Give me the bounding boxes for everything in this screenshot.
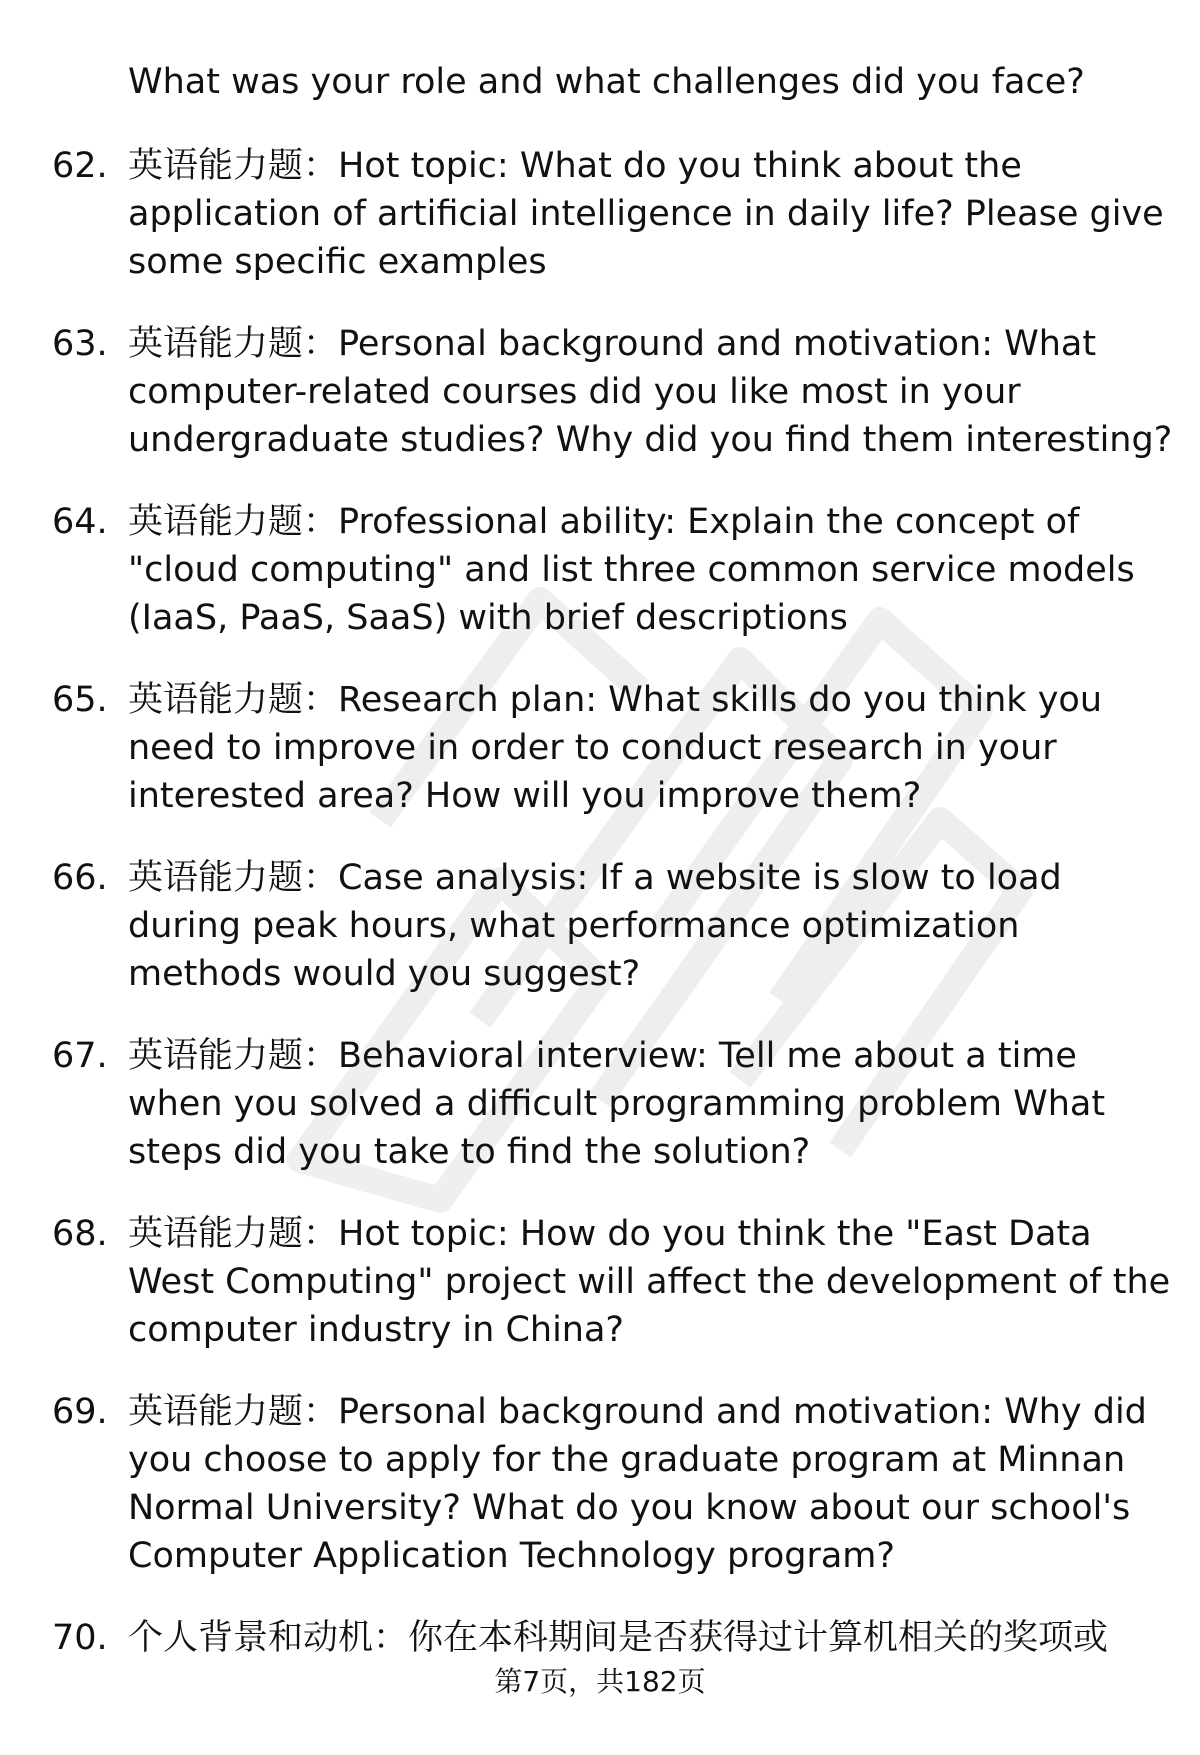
question-body xyxy=(128,498,1173,642)
question-text: Personal background and motivation: What computer-related courses did you like most in your undergraduate studies? Why did you find them interesting? xyxy=(128,324,1173,460)
question-number: 68. xyxy=(52,1214,108,1254)
question-body xyxy=(128,854,1173,998)
question-category: 英语能力题： xyxy=(128,1392,339,1432)
question-body xyxy=(128,1388,1173,1580)
question-list xyxy=(0,142,1200,1696)
question-body xyxy=(128,320,1173,464)
question-text: Research plan: What skills do you think you need to improve in order to conduct research in your interested area? How will you improve them? xyxy=(128,680,1102,816)
question-text: Professional ability: Explain the concept of "cloud computing" and list three common service models (IaaS, PaaS, SaaS) with brief descriptions xyxy=(128,502,1135,638)
question-item xyxy=(0,854,1200,998)
question-number: 64. xyxy=(52,502,108,542)
question-category: 英语能力题： xyxy=(128,146,339,186)
question-number: 66. xyxy=(52,858,108,898)
question-item xyxy=(0,320,1200,464)
question-text: Personal background and motivation: Why did you choose to apply for the graduate program at Minnan Normal University? What do you know about our school's Computer Application Technology program? xyxy=(128,1392,1147,1576)
question-body xyxy=(128,1210,1173,1354)
question-category: 英语能力题： xyxy=(128,502,339,542)
question-body xyxy=(128,1614,1173,1662)
question-category: 英语能力题： xyxy=(128,324,339,364)
question-number: 69. xyxy=(52,1392,108,1432)
question-text: 个人背景和动机：你在本科期间是否获得过计算机相关的奖项或 xyxy=(128,1618,1109,1658)
question-category: 英语能力题： xyxy=(128,858,339,898)
page-footer: 第7页，共182页 xyxy=(494,1665,706,1698)
question-body xyxy=(128,676,1173,820)
question-text: Hot topic: How do you think the "East Data West Computing" project will affect the development of the computer industry in China? xyxy=(128,1214,1171,1350)
question-text: Case analysis: If a website is slow to load during peak hours, what performance optimization methods would you suggest? xyxy=(128,858,1062,994)
question-number: 63. xyxy=(52,324,108,364)
question-item xyxy=(0,1388,1200,1580)
question-item xyxy=(0,1032,1200,1176)
question-item xyxy=(0,142,1200,286)
question-number: 62. xyxy=(52,146,108,186)
question-number: 70. xyxy=(52,1618,108,1658)
question-category: 英语能力题： xyxy=(128,1036,339,1076)
question-item xyxy=(0,498,1200,642)
question-text: Behavioral interview: Tell me about a time when you solved a difficult programming problem What steps did you take to find the solution? xyxy=(128,1036,1106,1172)
question-body xyxy=(128,1032,1173,1176)
question-item xyxy=(0,1210,1200,1354)
continuation-line: What was your role and what challenges did you face? xyxy=(128,62,1085,102)
question-body xyxy=(128,142,1173,286)
question-number: 67. xyxy=(52,1036,108,1076)
question-text: Hot topic: What do you think about the application of artificial intelligence in daily life? Please give some specific examples xyxy=(128,146,1164,282)
question-number: 65. xyxy=(52,680,108,720)
question-item xyxy=(0,1614,1200,1662)
question-item xyxy=(0,676,1200,820)
question-category: 英语能力题： xyxy=(128,1214,339,1254)
question-category: 英语能力题： xyxy=(128,680,339,720)
